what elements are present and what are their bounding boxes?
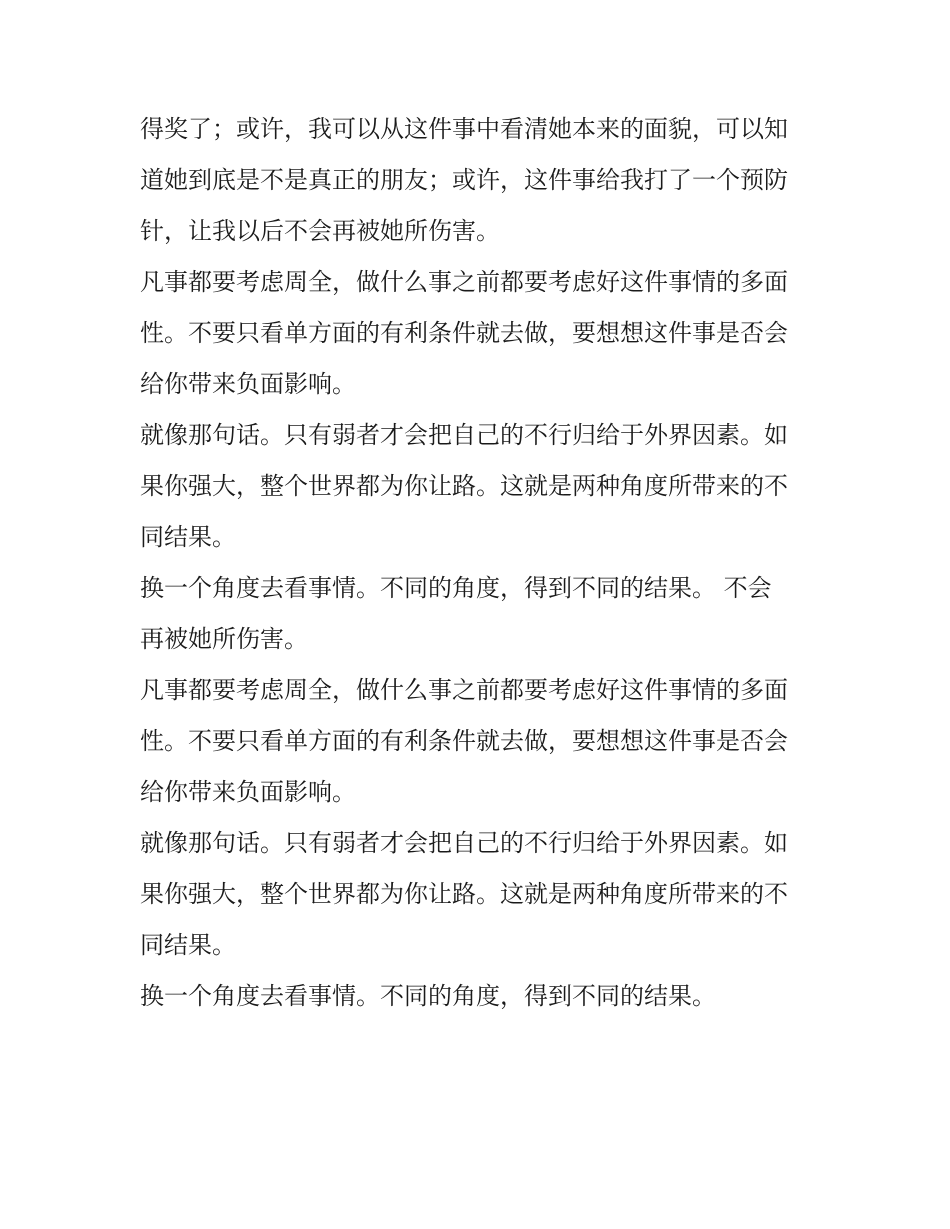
text-line: 得奖了；或许，我可以从这件事中看清她本来的面貌，可以知 — [140, 115, 788, 143]
text-line: 就像那句话。只有弱者才会把自己的不行归给于外界因素。如 — [140, 829, 788, 857]
text-line: 给你带来负面影响。 — [140, 370, 356, 398]
text-line: 同结果。 — [140, 523, 236, 551]
text-line: 给你带来负面影响。 — [140, 778, 356, 806]
text-line: 果你强大，整个世界都为你让路。这就是两种角度所带来的不 — [140, 472, 788, 500]
text-line: 凡事都要考虑周全，做什么事之前都要考虑好这件事情的多面 — [140, 268, 788, 296]
text-line: 换一个角度去看事情。不同的角度，得到不同的结果。 — [140, 982, 716, 1010]
text-line: 性。不要只看单方面的有利条件就去做，要想想这件事是否会 — [140, 727, 788, 755]
paragraph-5 — [140, 665, 820, 818]
text-line: 同结果。 — [140, 931, 236, 959]
text-line: 就像那句话。只有弱者才会把自己的不行归给于外界因素。如 — [140, 421, 788, 449]
document-body — [140, 104, 820, 1022]
paragraph-4 — [140, 563, 820, 665]
paragraph-1 — [140, 104, 820, 257]
text-line: 道她到底是不是真正的朋友；或许，这件事给我打了一个预防 — [140, 166, 788, 194]
paragraph-7 — [140, 971, 820, 1022]
text-line: 针，让我以后不会再被她所伤害。 — [140, 217, 500, 245]
text-line: 再被她所伤害。 — [140, 625, 308, 653]
text-line: 性。不要只看单方面的有利条件就去做，要想想这件事是否会 — [140, 319, 788, 347]
text-line: 果你强大，整个世界都为你让路。这就是两种角度所带来的不 — [140, 880, 788, 908]
paragraph-3 — [140, 410, 820, 563]
text-line: 换一个角度去看事情。不同的角度，得到不同的结果。 不会 — [140, 574, 772, 602]
paragraph-2 — [140, 257, 820, 410]
paragraph-6 — [140, 818, 820, 971]
text-line: 凡事都要考虑周全，做什么事之前都要考虑好这件事情的多面 — [140, 676, 788, 704]
